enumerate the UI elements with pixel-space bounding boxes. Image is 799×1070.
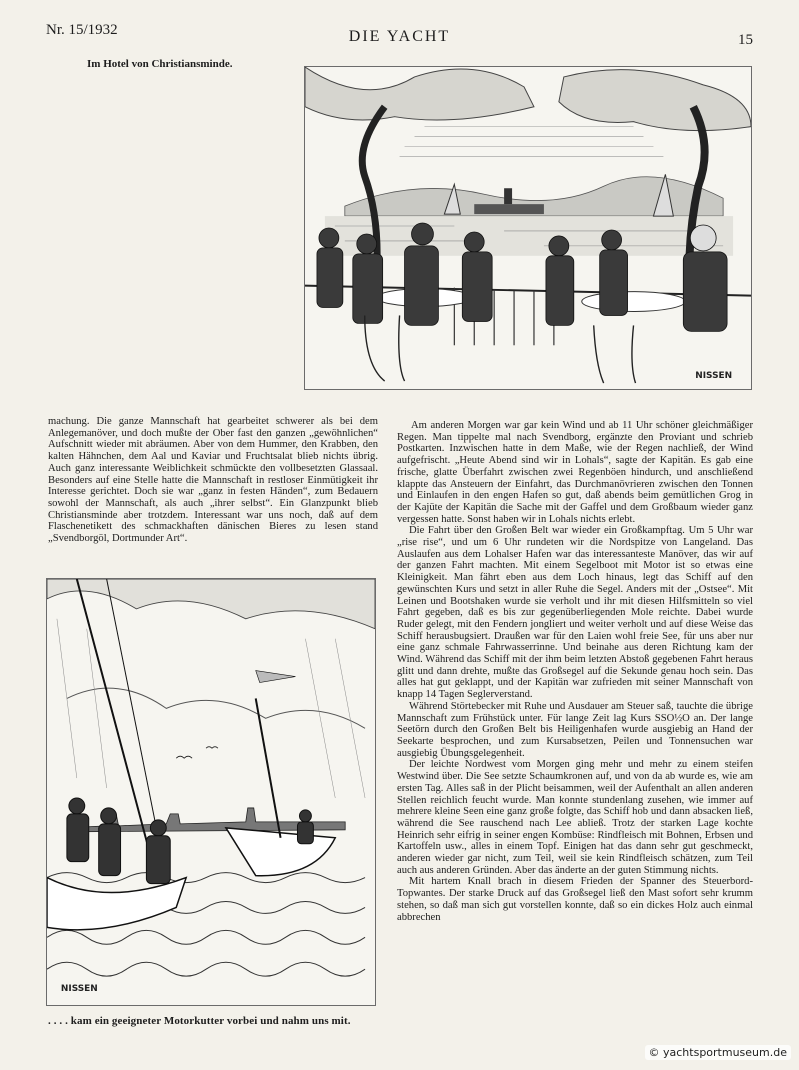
right-text-column: [397, 420, 753, 923]
page-number: 15: [738, 32, 753, 48]
hotel-terrace-illustration: [304, 66, 752, 390]
left-paragraph-1: machung. Die ganze Mannschaft hat gearbeitet schwerer als bei dem Anlegemanöver, und doch mußte der Ober fast den ganzen „gewöhnlichen“ Aufschnitt wieder mit abräumen. Aber von dem Hummer, den Krabben, den kalten Hähnchen, dem Aal und Kaviar und Fruchtsalat blieb nichts übrig. Auch ganz interessante Weiblichkeit schmückte den vollbesetzten Glassaal. Besonders auf eine Stelle hatte die Mannschaft in restloser Einmütigkeit ihr Interesse gerichtet. Doch sie war „ganz in festen Händen“, zum Bedauern sowohl der Mannschaft, als auch „ihrer selbst“. Ein Glanzpunkt blieb Christiansminde aber trotzdem. Interessant war uns noch, daß auf dem Flaschenetikett des schmackhaften dänischen Bieres zu lesen stand „Svendborgöl, Dortmunder Art“.: [48, 416, 378, 545]
top-illustration-signature: NISSEN: [695, 371, 733, 382]
top-figure-caption: Im Hotel von Christiansminde.: [87, 58, 233, 70]
motor-cutter-illustration: [46, 578, 376, 1006]
copyright-watermark: © yachtsportmuseum.de: [645, 1045, 791, 1060]
issue-number: Nr. 15/1932: [46, 22, 118, 38]
bottom-figure-caption: . . . . kam ein geeigneter Motorkutter vorbei und nahm uns mit.: [48, 1015, 351, 1027]
right-paragraph-1: Am anderen Morgen war gar kein Wind und ab 11 Uhr schöner gleichmäßiger Regen. Man tippelte mal nach Svendborg, ergänzte den Proviant und schrieb Postkarten. Inzwischen hatte in dem Maße, wie der Regen nachließ, der Wind aufgefrischt. „Heute Abend sind wir in Lohals“, sagte der Kapitän. Es gab eine frische, glatte Überfahrt zwischen zwei Regenböen hindurch, und anschließend klappte das Ansteuern der Einfahrt, das Durchmanövrieren zwischen den Tonnen und Einlaufen in den engen Hafen so gut, daß abends beim gemütlichen Grog in der Kajüte der Kapitän die Sache mit der Gaffel und dem Großbaum wieder ganz vergessen hatte. Sonst haben wir in Lohals nichts erlebt.: [397, 420, 753, 525]
right-paragraph-2: Die Fahrt über den Großen Belt war wieder ein Großkampftag. Um 5 Uhr war „rise rise“, und um 6 Uhr rundeten wir die Nordspitze von Langeland. Das Auslaufen aus dem Lohalser Hafen war das interessanteste Manöver, das wir auf der ganzen Fahrt machten. Mit einem Segelboot mit Motor ist so etwas eine Kleinigkeit. Man fährt eben aus dem Loch hinaus, legt das Schiff auf den gewünschten Kurs und setzt in aller Ruhe die Segel. Anders mit der „Ostsee“. Mit Leinen und Bootshaken wurde sie verholt und ihr mit diesen Hilfsmitteln so viel Fahrt gegeben, daß es bis zur gegenüberliegenden Mole reichte. Dabei wurde Ruder gelegt, mit den Fendern jongliert und weiter verholt und auf diese Weise das Schiff herausbugsiert. Draußen war für den Laien wohl freie See, für uns aber nur eine ganz schmale Fahrwasserrinne. Und beinahe aus deren Richtung kam der Wind. Während das Schiff mit der ihm beim letzten Abstoß gegebenen Fahrt heraus glitt und dann drehte, mußte das Großsegel auf die Sekunde genau hoch sein. Das alles hat gut geklappt, und der Kapitän war zufrieden mit seiner Mannschaft von knapp 14 Tagen Seglerverstand.: [397, 525, 753, 701]
hotel-terrace-drawing: [305, 67, 751, 389]
bottom-illustration-signature: NISSEN: [60, 984, 98, 995]
sailing-scene-drawing: [47, 579, 375, 1005]
left-text-column: [48, 416, 378, 545]
magazine-title: DIE YACHT: [348, 28, 451, 45]
right-paragraph-5: Mit hartem Knall brach in diesem Frieden der Spanner des Steuerbord-Topwantes. Der starke Druck auf das Großsegel ließ den Mast sofort sehr krumm stehen, so daß man sich gut vorstellen konnte, daß so ein dickes Holz auch einmal abbrechen: [397, 876, 753, 923]
right-paragraph-3: Während Störtebecker mit Ruhe und Ausdauer am Steuer saß, tauchte die übrige Mannschaft zum Frühstück unter. Für lange Zeit lag Kurs SSO½O an. Der lange Seetörn durch den Großen Belt bis Heiligenhafen wurde ausgiebig an Hand der Seekarte besprochen, und zum Kursabsetzen, Peilen und Tonnensuchen war ausgiebig Übungsgelegenheit.: [397, 700, 753, 759]
right-paragraph-4: Der leichte Nordwest vom Morgen ging mehr und mehr zu einem steifen Westwind über. Die See setzte Schaumkronen auf, und von da ab wurde es, wie am ersten Tag. Alles saß in der Plicht beisammen, weil der Aufenthalt an allen anderen Stellen reichlich feucht wurde. Man konnte stundenlang zusehen, wie immer auf mehrere kleine Seen eine ganz große folgte, das Schiff hob und dann absacken ließ, während die See rauschend nach Lee abließ. Trotz der starken Lage kochte Heinrich sehr eifrig in seiner engen Kombüse: Rindfleisch mit Bohnen, Erbsen und Kartoffeln usw., alles in einem Topf. Einigen hat das dann sehr gut geschmeckt, anderen wieder gar nicht, zum Teil, weil sie kein Rindfleisch schätzen, zum Teil auch aus anderen Gründen. Aber das änderte an der guten Stimmung nichts.: [397, 759, 753, 876]
